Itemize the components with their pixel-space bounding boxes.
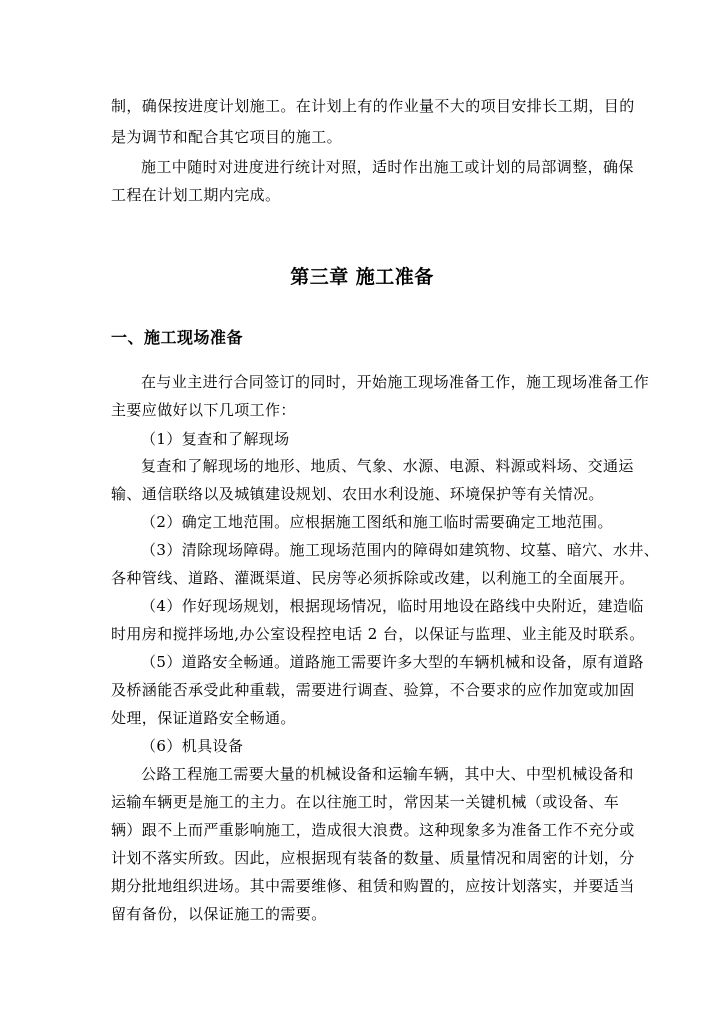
chapter-title: 第三章 施工准备 xyxy=(290,266,434,288)
paragraph-line: 留有备份，以保证施工的需要。 xyxy=(111,905,327,923)
paragraph-line: 施工中随时对进度进行统计对照，适时作出施工或计划的局部调整，确保 xyxy=(141,158,634,176)
paragraph-line: 主要应做好以下几项工作： xyxy=(111,401,296,419)
paragraph-line: 时用房和搅拌场地,办公室设程控电话 2 台，以保证与监理、业主能及时联系。 xyxy=(111,625,645,643)
paragraph-line: 运输车辆更是施工的主力。在以往施工时，常因某一关键机械（或设备、车 xyxy=(111,793,620,811)
paragraph-line: 处理，保证道路安全畅通。 xyxy=(111,709,296,727)
list-item: （3）清除现场障碍。施工现场范围内的障碍如建筑物、坟墓、暗穴、水井、 xyxy=(141,541,660,559)
paragraph-line: 及桥涵能否承受此种重载，需要进行调查、验算，不合要求的应作加宽或加固 xyxy=(111,681,635,699)
list-item: （4）作好现场规划，根据现场情况，临时用地设在路线中央附近，建造临 xyxy=(141,597,644,615)
paragraph-line: 辆）跟不上而严重影响施工，造成很大浪费。这种现象多为准备工作不充分或 xyxy=(111,821,635,839)
list-item: （5）道路安全畅通。道路施工需要许多大型的车辆机械和设备，原有道路 xyxy=(141,653,644,671)
paragraph-line: 公路工程施工需要大量的机械设备和运输车辆，其中大、中型机械设备和 xyxy=(141,765,634,783)
list-item-heading: （6）机具设备 xyxy=(141,737,244,755)
list-item-heading: （1）复查和了解现场 xyxy=(141,430,290,448)
paragraph-line: 各种管线、道路、灌溉渠道、民房等必须拆除或改建，以利施工的全面展开。 xyxy=(111,569,635,587)
section-heading: 一、施工现场准备 xyxy=(111,328,244,347)
paragraph-line: 制，确保按进度计划施工。在计划上有的作业量不大的项目安排长工期，目的 xyxy=(111,97,635,115)
paragraph-line: 复查和了解现场的地形、地质、气象、水源、电源、料源或料场、交通运 xyxy=(141,457,634,475)
paragraph-line: 期分批地组织进场。其中需要维修、租赁和购置的，应按计划落实，并要适当 xyxy=(111,877,635,895)
paragraph-line: 工程在计划工期内完成。 xyxy=(111,186,281,204)
paragraph-line: 是为调节和配合其它项目的施工。 xyxy=(111,128,343,146)
paragraph-line: 输、通信联络以及城镇建设规划、农田水利设施、环境保护等有关情况。 xyxy=(111,485,604,503)
list-item: （2）确定工地范围。应根据施工图纸和施工临时需要确定工地范围。 xyxy=(141,513,613,531)
paragraph-line: 计划不落实所致。因此，应根据现有装备的数量、质量情况和周密的计划，分 xyxy=(111,849,635,867)
paragraph-line: 在与业主进行合同签订的同时，开始施工现场准备工作，施工现场准备工作 xyxy=(141,373,650,391)
